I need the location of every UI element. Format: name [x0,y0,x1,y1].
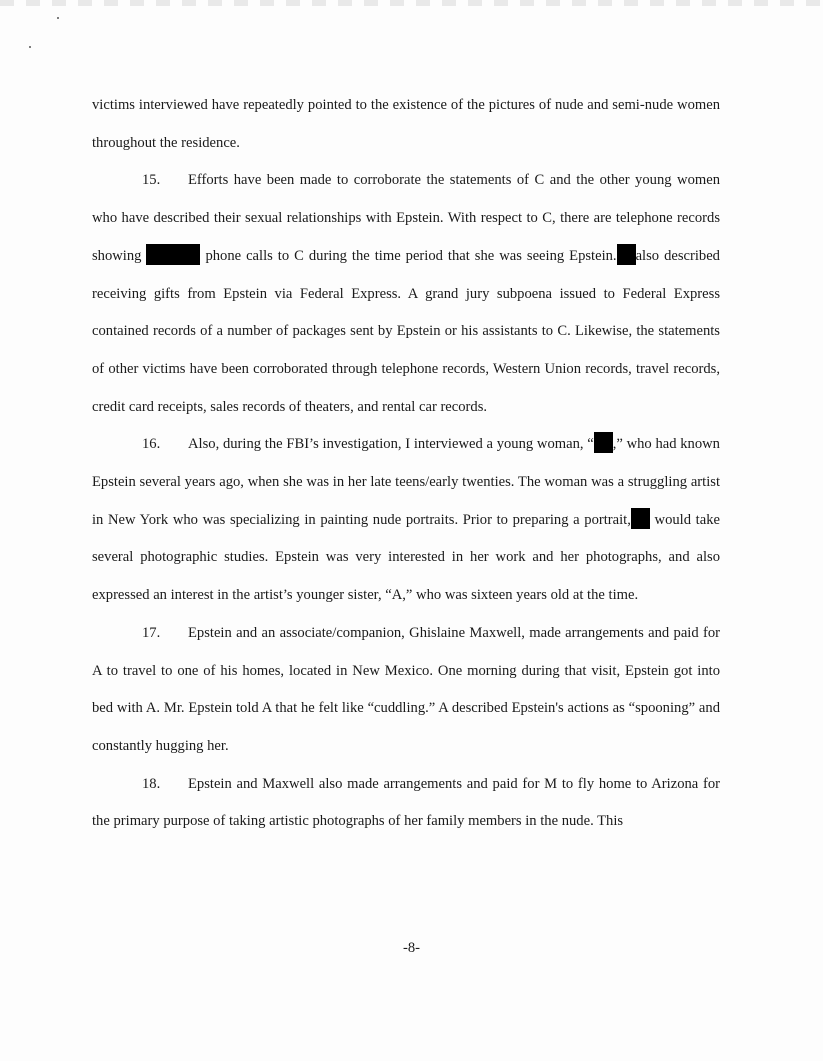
redaction-box [594,432,613,453]
document-body [92,87,720,841]
scan-speck [29,46,31,48]
scan-speck [57,17,59,19]
paragraph-18 [92,766,720,841]
paragraph-number: 18. [142,775,161,792]
paragraph-text: Also, during the FBI’s investigation, I interviewed a young woman, “ [188,436,594,453]
paragraph-16 [92,426,720,615]
scan-top-edge [0,0,823,6]
paragraph-number: 16. [142,436,161,453]
paragraph-number: 15. [142,172,161,189]
paragraph-text: phone calls to C during the time period that she was seeing Epstein. [205,247,617,264]
redaction-box [631,508,650,529]
paragraph-text: Efforts have been made to corroborate the statements of C and the other young women who have described their sexual relationships with Epstein. With respect to C, there are telephone records showing [92,172,720,264]
paragraph-text: would take several photographic studies. Epstein was very interested in her work and her photographs, and also expressed an interest in the artist’s younger sister, “A,” who was sixteen years old at the time. [92,511,720,604]
paragraph-text: ,” who had known Epstein several years ago, when she was in her late teens/early twenties. The woman was a struggling artist in New York who was specializing in painting nude portraits. Prior to preparing a portrait, [92,436,720,528]
paragraph-text: Epstein and an associate/companion, Ghislaine Maxwell, made arrangements and paid for A to travel to one of his homes, located in New Mexico. One morning during that visit, Epstein got into bed with A. Mr. Epstein told A that he felt like “cuddling.” A described Epstein's actions as “spooning” and constantly hugging her. [92,624,720,754]
paragraph-15 [92,162,720,426]
redaction-box [146,244,200,265]
paragraph-17 [92,615,720,766]
paragraph-number: 17. [142,624,161,641]
paragraph-text: Epstein and Maxwell also made arrangements and paid for M to fly home to Arizona for the primary purpose of taking artistic photographs of her family members in the nude. This [92,775,720,830]
redaction-box [617,244,636,265]
page-number: -8- [402,940,421,956]
paragraph-text: also described receiving gifts from Epstein via Federal Express. A grand jury subpoena issued to Federal Express contained records of a number of packages sent by Epstein or his assistants to C. Likewise, the statements of other victims have been corroborated through telephone records, Western Union records, travel records, credit card receipts, sales records of theaters, and rental car records. [92,247,720,415]
paragraph-continuation: victims interviewed have repeatedly pointed to the existence of the pictures of nude and semi-nude women throughout the residence. [92,97,720,151]
